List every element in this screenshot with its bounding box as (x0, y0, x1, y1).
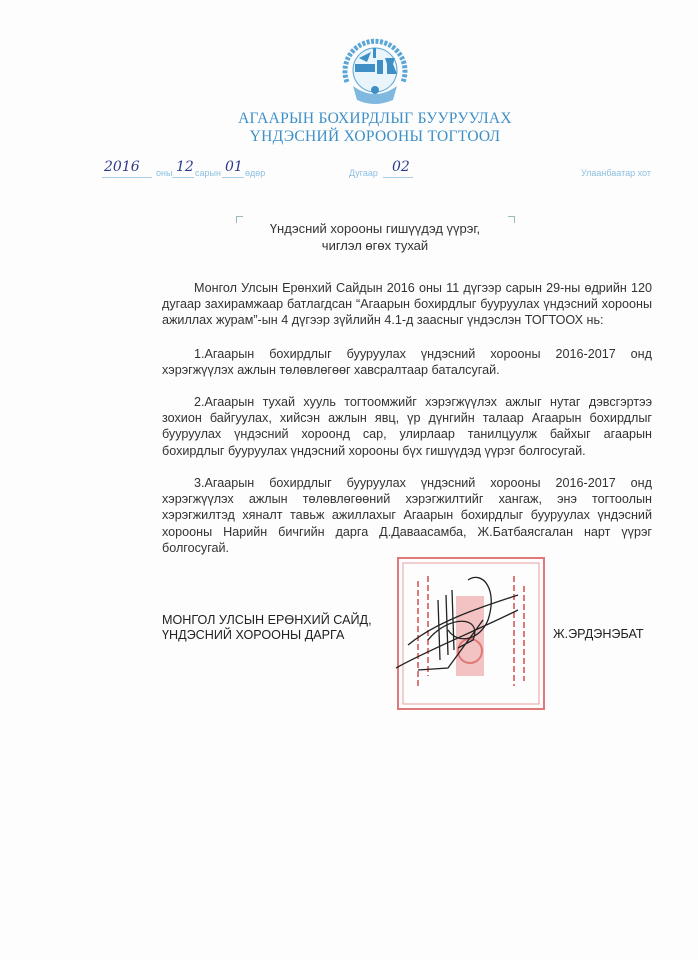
org-title-line1: АГААРЫН БОХИРДЛЫГ БУУРУУЛАХ (238, 110, 512, 127)
signatory-name: Ж.ЭРДЭНЭБАТ (553, 627, 644, 641)
place-label: Улаанбаатар хот (581, 168, 651, 178)
subject-heading (240, 220, 510, 254)
day-label: өдөр (245, 168, 266, 178)
decree-item-2: 2.Агаарын тухай хууль тогтоомжийг хэрэгжүүлэх ажлыг нутаг дэвсгэртээ зохион байгуулах, хийсэн ажлын явц, үр дүнгийн талаар Агаарын бохирдлыг бууруулах үндэсний хороонд сар, улирлаар танилцуулж байхыг агаарын бохирдлыг бууруулах үндэсний хорооны бүх гишүүдэд үүрэг болгосугай. (162, 395, 652, 458)
day-value: 01 (225, 159, 243, 175)
preamble-paragraph: Монгол Улсын Ерөнхий Сайдын 2016 оны 11 дүгээр сарын 29-ны өдрийн 120 дугаар захирамжаар батлагдсан “Агаарын бохирдлыг бууруулах үндэсний хорооны ажиллах журам”-ын 4 дүгээр зүйлийн 4.1-д заасныг үндэслэн ТОГТООХ нь: (162, 281, 652, 328)
month-value: 12 (176, 159, 194, 175)
handwritten-signature (388, 560, 538, 690)
year-underline (102, 177, 152, 178)
number-underline (383, 177, 413, 178)
year-label: оны (156, 168, 173, 178)
number-value: 02 (392, 159, 410, 175)
month-underline (172, 177, 194, 178)
document-meta (0, 159, 698, 183)
org-title-line2: ҮНДЭСНИЙ ХОРООНЫ ТОГТООЛ (249, 128, 501, 145)
signatory-title-line2: ҮНДЭСНИЙ ХОРООНЫ ДАРГА (162, 628, 345, 642)
year-value: 2016 (104, 159, 140, 175)
state-emblem-icon (337, 30, 413, 108)
number-label: Дугаар (349, 168, 378, 178)
signatory-title (162, 613, 372, 643)
decree-item-1: 1.Агаарын бохирдлыг бууруулах үндэсний хорооны 2016-2017 онд хэрэгжүүлэх ажлын төлөвлөгөөг хавсралтаар баталсугай. (162, 347, 652, 378)
subject-line2: чиглэл өгөх тухай (321, 238, 429, 253)
signatory-title-line1: МОНГОЛ УЛСЫН ЕРӨНХИЙ САЙД, (162, 613, 372, 627)
decree-item-3: 3.Агаарын бохирдлыг бууруулах үндэсний хорооны 2016-2017 онд хэрэгжүүлэх ажлын төлөвлөгөөний хэрэгжилтийг хангаж, энэ тогтоолын хэрэгжилтэд хяналт тавьж ажиллахыг Агаарын бохирдлыг бууруулах үндэсний хорооны Нарийн бичгийн дарга Д.Даваасамба, Ж.Батбаясгалан нарт үүрэг болгосугай. (162, 476, 652, 555)
subject-line1: Үндэсний хорооны гишүүдэд үүрэг, (269, 221, 481, 236)
day-underline (222, 177, 244, 178)
month-label: сарын (195, 168, 221, 178)
